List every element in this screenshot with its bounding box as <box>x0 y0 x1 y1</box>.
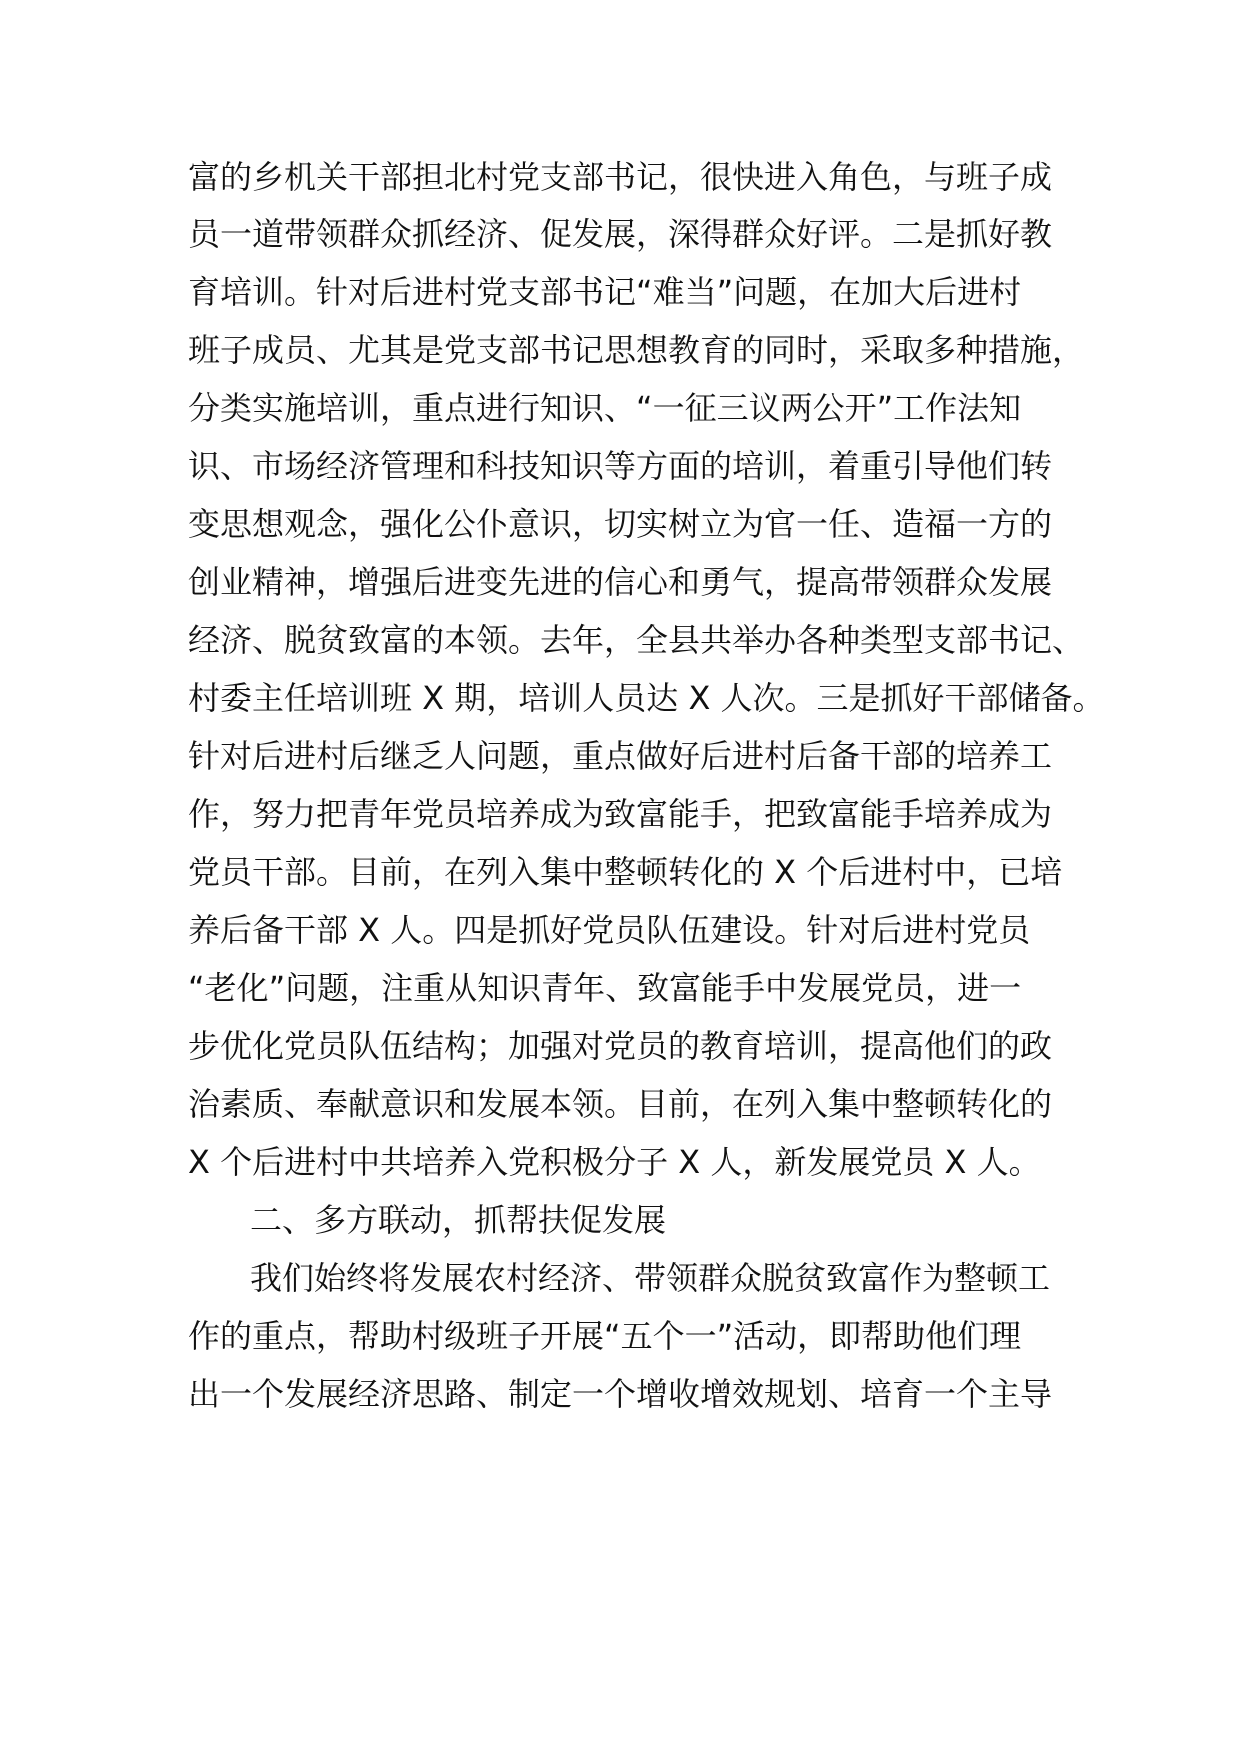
paragraph-line: 变思想观念，强化公仆意识，切实树立为官一任、造福一方的 <box>188 505 1053 543</box>
section-heading: 二、多方联动，抓帮扶促发展 <box>250 1201 667 1239</box>
paragraph-line: 养后备干部 X 人。四是抓好党员队伍建设。针对后进村党员 <box>188 911 1031 949</box>
paragraph-line: 员一道带领群众抓经济、促发展，深得群众好评。二是抓好教 <box>188 215 1053 253</box>
paragraph-line: 作，努力把青年党员培养成为致富能手，把致富能手培养成为 <box>188 795 1053 833</box>
paragraph-line: 我们始终将发展农村经济、带领群众脱贫致富作为整顿工 <box>250 1259 1051 1297</box>
paragraph-line: X 个后进村中共培养入党积极分子 X 人，新发展党员 X 人。 <box>188 1143 1041 1181</box>
paragraph-line: 创业精神，增强后进变先进的信心和勇气，提高带领群众发展 <box>188 563 1053 601</box>
paragraph-line: 步优化党员队伍结构；加强对党员的教育培训，提高他们的政 <box>188 1027 1053 1065</box>
paragraph-line: 育培训。针对后进村党支部书记“难当”问题，在加大后进村 <box>188 273 1022 311</box>
paragraph-line: 村委主任培训班 X 期，培训人员达 X 人次。三是抓好干部储备。 <box>188 679 1105 717</box>
paragraph-line: 经济、脱贫致富的本领。去年，全县共举办各种类型支部书记、 <box>188 621 1085 659</box>
paragraph-line: 作的重点，帮助村级班子开展“五个一”活动，即帮助他们理 <box>188 1317 1022 1355</box>
paragraph-line: 班子成员、尤其是党支部书记思想教育的同时，采取多种措施， <box>188 331 1085 369</box>
paragraph-line: 识、市场经济管理和科技知识等方面的培训，着重引导他们转 <box>188 447 1053 485</box>
paragraph-line: 出一个发展经济思路、制定一个增收增效规划、培育一个主导 <box>188 1375 1053 1413</box>
paragraph-line: 针对后进村后继乏人问题，重点做好后进村后备干部的培养工 <box>188 737 1053 775</box>
paragraph-line: 治素质、奉献意识和发展本领。目前，在列入集中整顿转化的 <box>188 1085 1053 1123</box>
paragraph-line: “老化”问题，注重从知识青年、致富能手中发展党员，进一 <box>188 969 1022 1007</box>
paragraph-line: 党员干部。目前，在列入集中整顿转化的 X 个后进村中，已培 <box>188 853 1063 891</box>
paragraph-line: 分类实施培训，重点进行知识、“一征三议两公开”工作法知 <box>188 389 1022 427</box>
paragraph-line: 富的乡机关干部担北村党支部书记，很快进入角色，与班子成 <box>188 158 1053 196</box>
